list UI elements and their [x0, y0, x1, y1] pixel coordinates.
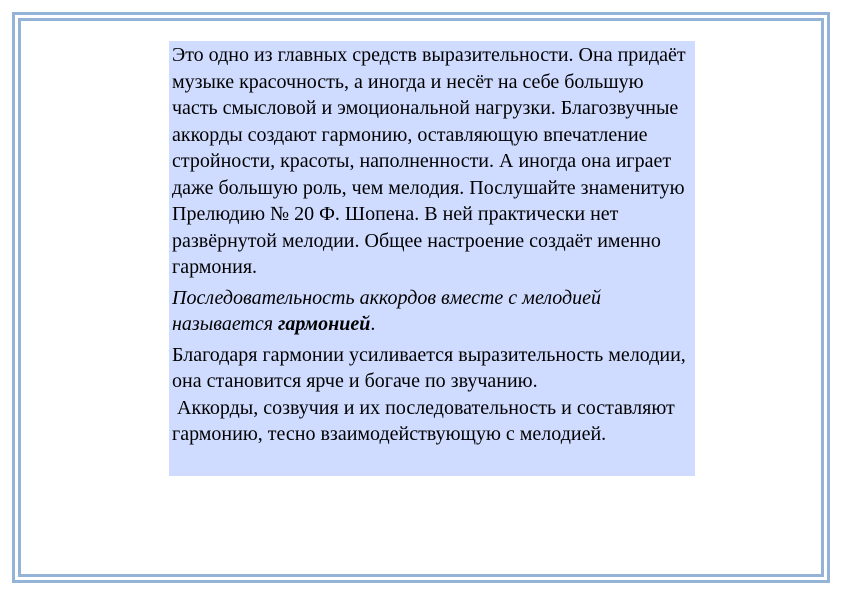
text-box	[169, 41, 695, 476]
definition-end: .	[370, 313, 376, 335]
paragraph-expressiveness	[172, 342, 693, 448]
paragraph-expressiveness-line: Благодаря гармонии усиливается выразительность мелодии, она становится ярче и богаче по звучанию.	[172, 343, 686, 392]
paragraph-harmony-intro: Это одно из главных средств выразительности. Она придаёт музыке красочность, а иногда и несёт на себе большую часть смысловой и эмоциональной нагрузки. Благозвучные аккорды создают гармонию, оставляющую впечатление стройности, красоты, наполненности. А иногда она играет даже большую роль, чем мелодия. Послушайте знаменитую Прелюдию № 20 Ф. Шопена. В ней практически нет развёрнутой мелодии. Общее настроение создаёт именно гармония.	[172, 44, 686, 278]
paragraph-definition	[172, 285, 693, 338]
definition-text: Последовательность аккордов вместе с мелодией называется	[172, 286, 602, 335]
definition-term: гармонией	[278, 313, 371, 335]
paragraph-chords-line: Аккорды, созвучия и их последовательность и составляют гармонию, тесно взаимодействующую с мелодией.	[172, 396, 680, 445]
